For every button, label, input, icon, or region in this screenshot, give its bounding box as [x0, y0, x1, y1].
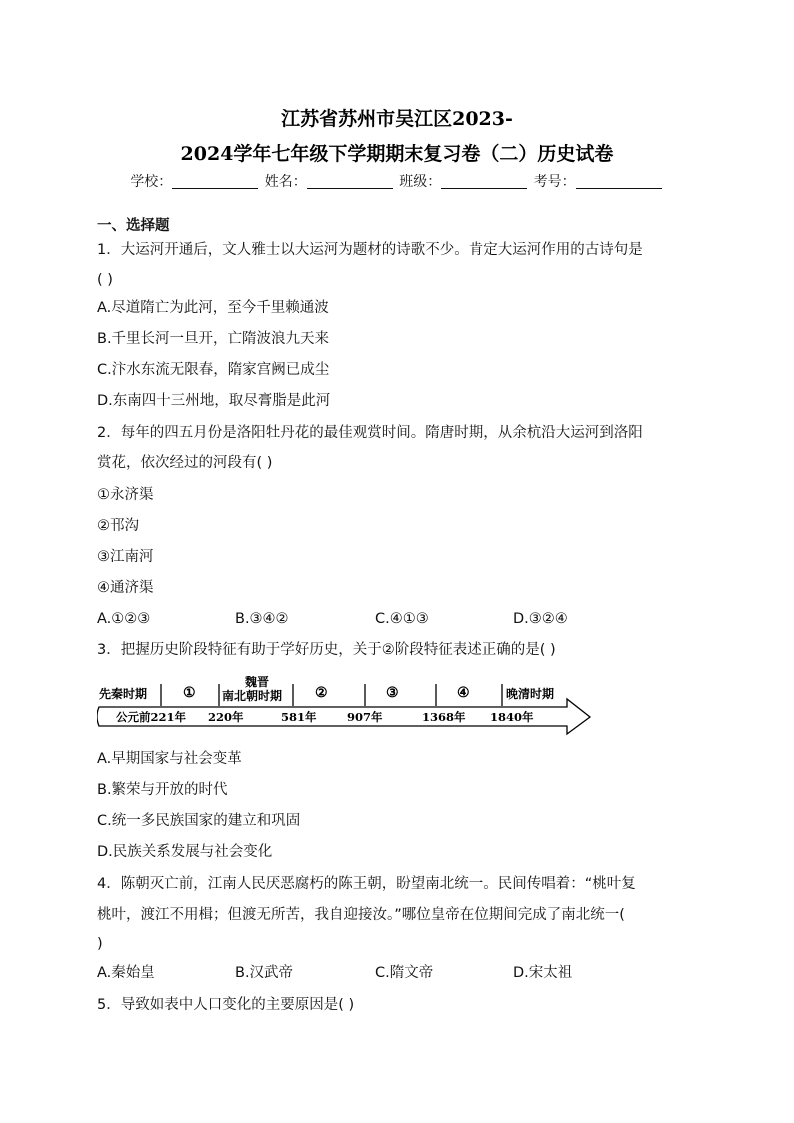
q3-option-d[interactable]: D.民族关系发展与社会变化 [97, 844, 273, 860]
timeline-year-220: 220年 [208, 710, 244, 724]
q1-option-b[interactable]: B.千里长河一旦开，亡隋波浪九天来 [97, 331, 330, 347]
timeline-period-late-qing: 晚清时期 [506, 687, 555, 701]
q4-stem-line1: 4．陈朝灭亡前，江南人民厌恶腐朽的陈王朝，盼望南北统一。民间传唱着：“桃叶复 [97, 876, 636, 892]
q3-option-a[interactable]: A.早期国家与社会变革 [97, 751, 242, 767]
exam-number-blank[interactable] [576, 174, 662, 189]
q3-option-b[interactable]: B.繁荣与开放的时代 [97, 782, 228, 798]
q2-item-3: ③江南河 [97, 549, 154, 565]
name-blank[interactable] [307, 174, 393, 189]
timeline-period-2: ② [315, 685, 328, 701]
q4-stem-line3: ) [97, 936, 103, 952]
timeline-period-1: ① [183, 685, 196, 701]
q2-stem-line1: 2．每年的四五月份是洛阳牡丹花的最佳观赏时间。隋唐时期，从余杭沿大运河到洛阳 [97, 425, 643, 441]
q4-option-b[interactable]: B.汉武帝 [235, 965, 294, 981]
student-info-row [0, 171, 794, 191]
timeline-year-1368: 1368年 [422, 710, 466, 724]
section-title: 一、选择题 [97, 217, 170, 234]
timeline-year-1840: 1840年 [490, 710, 534, 724]
name-label: 姓名： [264, 174, 307, 190]
class-label: 班级： [399, 174, 442, 190]
exam-title-line2: 2024学年七年级下学期期末复习卷（二）历史试卷 [180, 143, 614, 165]
q2-stem-line2: 赏花，依次经过的河段有( ) [97, 455, 273, 471]
q1-stem-line1: 1．大运河开通后，文人雅士以大运河为题材的诗歌不少。肯定大运河作用的古诗句是 [97, 242, 643, 258]
q1-stem-line2: ( ) [97, 272, 113, 288]
q4-option-a[interactable]: A.秦始皇 [97, 965, 155, 981]
q2-option-d[interactable]: D.③②④ [513, 611, 568, 627]
timeline-period-wei-jin: 魏晋 [245, 676, 270, 689]
school-blank[interactable] [172, 174, 258, 189]
timeline-period-pre-qin: 先秦时期 [99, 687, 148, 701]
q2-item-2: ②邗沟 [97, 518, 139, 534]
timeline-period-southern-northern: 南北朝时期 [222, 689, 283, 703]
history-timeline [97, 676, 597, 742]
q2-option-c[interactable]: C.④①③ [375, 611, 429, 627]
timeline-year-581: 581年 [281, 710, 317, 724]
q2-option-b[interactable]: B.③④② [235, 611, 289, 627]
timeline-period-4: ④ [457, 685, 470, 701]
timeline-year-907: 907年 [347, 710, 383, 724]
q2-option-a[interactable]: A.①②③ [97, 611, 151, 627]
q4-option-c[interactable]: C.隋文帝 [375, 965, 434, 981]
q4-stem-line2: 桃叶，渡江不用楫；但渡无所苦，我自迎接汝。”哪位皇帝在位期间完成了南北统一( [97, 907, 625, 923]
school-label: 学校： [130, 174, 173, 190]
exam-number-label: 考号： [533, 174, 576, 190]
q2-item-4: ④通济渠 [97, 580, 154, 596]
q2-options-row [97, 609, 568, 629]
q4-options-row [97, 963, 572, 983]
q3-option-c[interactable]: C.统一多民族国家的建立和巩固 [97, 813, 301, 829]
class-blank[interactable] [441, 174, 527, 189]
q5-stem: 5．导致如表中人口变化的主要原因是( ) [97, 997, 355, 1013]
timeline-period-3: ③ [386, 685, 399, 701]
q2-item-1: ①永济渠 [97, 487, 154, 503]
q4-option-d[interactable]: D.宋太祖 [513, 965, 573, 981]
q1-option-a[interactable]: A.尽道隋亡为此河，至今千里赖通波 [97, 300, 329, 316]
q1-option-c[interactable]: C.汴水东流无限春，隋家宫阙已成尘 [97, 362, 330, 378]
exam-title-line1: 江苏省苏州市吴江区2023- [281, 108, 513, 130]
q1-option-d[interactable]: D.东南四十三州地，取尽膏脂是此河 [97, 393, 331, 409]
q3-stem: 3．把握历史阶段特征有助于学好历史，关于②阶段特征表述正确的是( ) [97, 642, 556, 658]
timeline-year-221bc: 公元前221年 [116, 710, 187, 724]
